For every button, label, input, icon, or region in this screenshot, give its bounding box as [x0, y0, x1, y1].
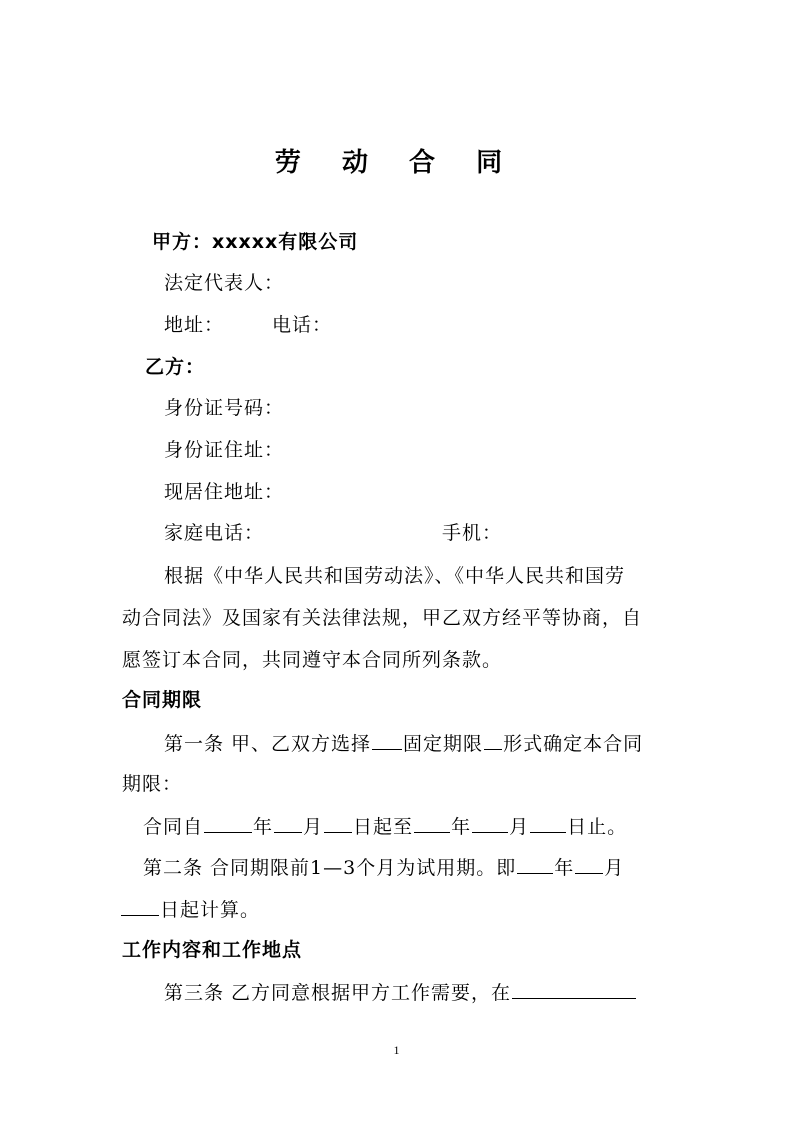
blank-field — [414, 814, 450, 833]
id-number-label: 身份证号码： — [164, 397, 285, 419]
article-2-line-1 — [143, 855, 624, 880]
article-3-line-1 — [164, 980, 637, 1005]
id-address-label: 身份证住址： — [164, 439, 285, 461]
blank-field — [472, 814, 508, 833]
blank-field — [324, 814, 352, 833]
month-label: 月 — [509, 816, 530, 838]
year-label: 年 — [451, 816, 472, 838]
blank-field — [512, 980, 636, 999]
document-title: 劳 动 合 同 — [274, 148, 519, 178]
section-term-heading: 合同期限 — [122, 689, 203, 711]
period-from-label: 合同自 — [143, 816, 204, 838]
article-1-line-1 — [164, 731, 643, 756]
blank-field — [530, 814, 566, 833]
year-label: 年 — [253, 816, 274, 838]
blank-field — [274, 814, 302, 833]
contract-period-line — [143, 814, 627, 839]
article-3-text: 第三条 乙方同意根据甲方工作需要，在 — [164, 982, 512, 1004]
article-2-day-text: 日起计算。 — [160, 899, 261, 921]
preamble-line-3: 愿签订本合同，共同遵守本合同所列条款。 — [122, 649, 503, 671]
address-phone-line — [164, 313, 332, 337]
phone-label: 电话： — [272, 314, 333, 336]
article-1-text-c: 形式确定本合同 — [503, 733, 644, 755]
preamble-line-2: 动合同法》及国家有关法律法规，甲乙双方经平等协商，自 — [122, 607, 643, 629]
blank-field — [575, 855, 603, 874]
home-phone-line — [164, 521, 502, 545]
mobile-label: 手机： — [442, 522, 503, 544]
article-1-term-type: 固定期限 — [403, 733, 484, 755]
month-label: 月 — [604, 857, 625, 879]
article-1-line-2: 期限： — [122, 773, 183, 795]
article-2-text: 第二条 合同期限前1—3个月为试用期。即 — [143, 857, 517, 879]
section-work-heading: 工作内容和工作地点 — [122, 939, 303, 961]
blank-field — [484, 731, 502, 750]
home-phone-label: 家庭电话： — [164, 522, 265, 544]
page-number: 1 — [393, 1043, 400, 1057]
article-1-text-a: 第一条 甲、乙双方选择 — [164, 733, 372, 755]
address-label: 地址： — [164, 314, 225, 336]
current-address-label: 现居住地址： — [164, 481, 285, 503]
party-a-label: 甲方：xxxxx有限公司 — [152, 231, 359, 253]
legal-rep-label: 法定代表人： — [164, 272, 285, 294]
year-label: 年 — [554, 857, 575, 879]
article-2-line-2 — [120, 897, 260, 922]
blank-field — [121, 897, 159, 916]
preamble-line-1: 根据《中华人民共和国劳动法》、《中华人民共和国劳 — [164, 565, 626, 587]
party-b-label: 乙方： — [145, 356, 206, 378]
month-label: 月 — [303, 816, 324, 838]
day-to-label: 日止。 — [567, 816, 628, 838]
day-from-label: 日起至 — [353, 816, 414, 838]
blank-field — [372, 731, 402, 750]
blank-field — [204, 814, 252, 833]
blank-field — [517, 855, 553, 874]
